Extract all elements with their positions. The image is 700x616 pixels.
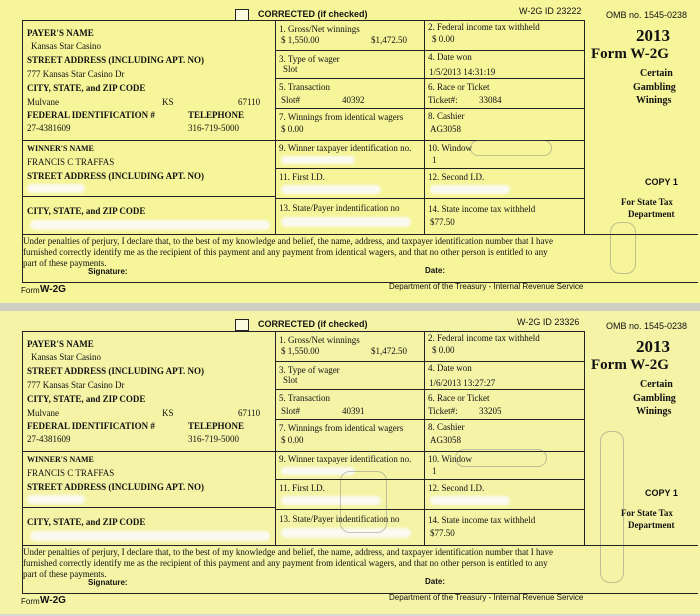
box10-label: 10. Window bbox=[428, 454, 472, 464]
certain-line-1: Certain bbox=[640, 379, 673, 390]
winner-city-label: CITY, STATE, and ZIP CODE bbox=[27, 206, 146, 216]
handwritten-mark bbox=[470, 140, 552, 156]
footer-form: Form bbox=[21, 286, 40, 295]
box2-value: $ 0.00 bbox=[432, 34, 455, 44]
payer-street: 777 Kansas Star Casino Dr bbox=[27, 380, 125, 390]
payer-name-label: PAYER'S NAME bbox=[27, 339, 94, 349]
box9-label: 9. Winner taxpayer identification no. bbox=[279, 454, 412, 464]
winner-street-label: STREET ADDRESS (INCLUDING APT. NO) bbox=[27, 171, 204, 181]
box6-value: 33205 bbox=[479, 406, 502, 416]
perjury-line-1: Under penalties of perjury, I declare that, to the best of my knowledge and belief, the name, address, and taxpayer identification number that I have bbox=[23, 236, 553, 246]
box1-net: $1,472.50 bbox=[371, 346, 407, 356]
certain-line-3: Winings bbox=[636, 406, 672, 417]
box3-value: Slot bbox=[283, 64, 298, 74]
w2g-form-2 bbox=[0, 311, 700, 614]
copy-1: COPY 1 bbox=[645, 488, 678, 498]
fedid-label: FEDERAL IDENTIFICATION # bbox=[27, 421, 155, 431]
redacted-second-id bbox=[430, 185, 510, 194]
redacted-first-id bbox=[281, 185, 381, 194]
payer-city-label: CITY, STATE, and ZIP CODE bbox=[27, 394, 146, 404]
box12-label: 12. Second I.D. bbox=[428, 172, 485, 182]
box6-label: 6. Race or Ticket bbox=[428, 82, 490, 92]
year: 2013 bbox=[636, 26, 670, 45]
certain-line-2: Gambling bbox=[633, 82, 676, 93]
box1-label: 1. Gross/Net winnings bbox=[279, 335, 360, 345]
box4-label: 4. Date won bbox=[428, 52, 472, 62]
box5-label: 5. Transaction bbox=[279, 393, 331, 403]
perjury-line-3: part of these payments. bbox=[23, 258, 107, 268]
box1-label: 1. Gross/Net winnings bbox=[279, 24, 360, 34]
payer-name: Kansas Star Casino bbox=[31, 352, 101, 362]
box10-value: 1 bbox=[432, 466, 437, 476]
payer-zip: 67110 bbox=[238, 408, 261, 418]
corrected-label: CORRECTED (if checked) bbox=[258, 9, 368, 19]
box3-value: Slot bbox=[283, 375, 298, 385]
perjury-line-2: furnished correctly identify me as the recipient of this payment and any payment from identical wagers, and that no other person is entitled to any bbox=[23, 558, 548, 568]
box8-value: AG3058 bbox=[430, 435, 461, 445]
box7-label: 7. Winnings from identical wagers bbox=[279, 112, 404, 122]
treasury-label: Department of the Treasury - Internal Revenue Service bbox=[389, 593, 584, 602]
date-label: Date: bbox=[425, 266, 446, 275]
w2g-id: W-2G ID 23326 bbox=[517, 317, 580, 327]
box14-label: 14. State income tax withheld bbox=[428, 515, 536, 525]
box7-label: 7. Winnings from identical wagers bbox=[279, 423, 404, 433]
fedid-value: 27-4381609 bbox=[27, 434, 71, 444]
box13-label: 13. State/Payer indentification no bbox=[279, 514, 400, 524]
box9-label: 9. Winner taxpayer identification no. bbox=[279, 143, 412, 153]
perjury-line-1: Under penalties of perjury, I declare that, to the best of my knowledge and belief, the name, address, and taxpayer identification number that I have bbox=[23, 547, 553, 557]
box7-value: $ 0.00 bbox=[281, 124, 304, 134]
perjury-line-2: furnished correctly identify me as the recipient of this payment and any payment from identical wagers, and that no other person is entitled to any bbox=[23, 247, 548, 257]
box2-label: 2. Federal income tax withheld bbox=[428, 22, 540, 32]
winner-city-label: CITY, STATE, and ZIP CODE bbox=[27, 517, 146, 527]
payer-city: Mulvane bbox=[27, 408, 59, 418]
box8-label: 8. Cashier bbox=[428, 422, 465, 432]
signature-label: Signature: bbox=[88, 267, 128, 276]
redacted-second-id bbox=[430, 496, 510, 505]
page-divider bbox=[0, 303, 700, 311]
box3-label: 3. Type of wager bbox=[279, 54, 340, 64]
winner-name-label: WINNER'S NAME bbox=[27, 455, 94, 464]
payer-city-label: CITY, STATE, and ZIP CODE bbox=[27, 83, 146, 93]
box12-label: 12. Second I.D. bbox=[428, 483, 485, 493]
box5-prefix: Slot# bbox=[281, 95, 301, 105]
state-dept-line-1: For State Tax bbox=[621, 508, 673, 518]
box14-value: $77.50 bbox=[430, 217, 455, 227]
fedid-value: 27-4381609 bbox=[27, 123, 71, 133]
footer-form: Form bbox=[21, 597, 40, 606]
corrected-checkbox[interactable] bbox=[235, 319, 249, 331]
redacted-winner-city bbox=[30, 220, 270, 230]
telephone-label: TELEPHONE bbox=[188, 421, 245, 431]
box6-value: 33084 bbox=[479, 95, 502, 105]
omb-number: OMB no. 1545-0238 bbox=[606, 10, 688, 20]
box2-label: 2. Federal income tax withheld bbox=[428, 333, 540, 343]
w2g-id: W-2G ID 23222 bbox=[519, 6, 582, 16]
box5-prefix: Slot# bbox=[281, 406, 301, 416]
box13-label: 13. State/Payer indentification no bbox=[279, 203, 400, 213]
payer-zip: 67110 bbox=[238, 97, 261, 107]
telephone-value: 316-719-5000 bbox=[188, 123, 239, 133]
omb-number: OMB no. 1545-0238 bbox=[606, 321, 688, 331]
state-dept-line-2: Department bbox=[628, 209, 675, 219]
redacted-winner-street bbox=[27, 184, 85, 193]
box2-value: $ 0.00 bbox=[432, 345, 455, 355]
box11-label: 11. First I.D. bbox=[279, 483, 325, 493]
box4-value: 1/6/2013 13:27:27 bbox=[429, 378, 496, 388]
redacted-winner-city bbox=[30, 531, 270, 541]
box5-label: 5. Transaction bbox=[279, 82, 331, 92]
box5-value: 40391 bbox=[342, 406, 365, 416]
corrected-label: CORRECTED (if checked) bbox=[258, 319, 368, 329]
box3-label: 3. Type of wager bbox=[279, 365, 340, 375]
box1-net: $1,472.50 bbox=[371, 35, 407, 45]
treasury-label: Department of the Treasury - Internal Revenue Service bbox=[389, 282, 584, 291]
winner-street-label: STREET ADDRESS (INCLUDING APT. NO) bbox=[27, 482, 204, 492]
box6-prefix: Ticket#: bbox=[428, 406, 458, 416]
handwritten-mark bbox=[340, 471, 387, 533]
payer-name: Kansas Star Casino bbox=[31, 41, 101, 51]
winner-name-label: WINNER'S NAME bbox=[27, 144, 94, 153]
payer-street-label: STREET ADDRESS (INCLUDING APT. NO) bbox=[27, 366, 204, 376]
box1-gross: $ 1,550.00 bbox=[281, 346, 320, 356]
w2g-form-1 bbox=[0, 0, 700, 303]
box11-label: 11. First I.D. bbox=[279, 172, 325, 182]
handwritten-mark bbox=[600, 431, 624, 583]
footer-w2g: W-2G bbox=[40, 284, 66, 295]
redacted-tin bbox=[281, 156, 355, 164]
payer-street: 777 Kansas Star Casino Dr bbox=[27, 69, 125, 79]
date-label: Date: bbox=[425, 577, 446, 586]
footer-w2g: W-2G bbox=[40, 595, 66, 606]
box4-value: 1/5/2013 14:31:19 bbox=[429, 67, 496, 77]
payer-state: KS bbox=[162, 408, 174, 418]
signature-label: Signature: bbox=[88, 578, 128, 587]
winner-name: FRANCIS C TRAFFAS bbox=[27, 468, 115, 478]
payer-city: Mulvane bbox=[27, 97, 59, 107]
handwritten-mark bbox=[455, 449, 547, 467]
form-title: Form W-2G bbox=[591, 357, 669, 373]
payer-state: KS bbox=[162, 97, 174, 107]
box6-label: 6. Race or Ticket bbox=[428, 393, 490, 403]
payer-street-label: STREET ADDRESS (INCLUDING APT. NO) bbox=[27, 55, 204, 65]
state-dept-line-2: Department bbox=[628, 520, 675, 530]
box14-label: 14. State income tax withheld bbox=[428, 204, 536, 214]
telephone-label: TELEPHONE bbox=[188, 110, 245, 120]
form-title: Form W-2G bbox=[591, 46, 669, 62]
handwritten-mark bbox=[610, 222, 636, 274]
box10-value: 1 bbox=[432, 155, 437, 165]
fedid-label: FEDERAL IDENTIFICATION # bbox=[27, 110, 155, 120]
box14-value: $77.50 bbox=[430, 528, 455, 538]
box8-value: AG3058 bbox=[430, 124, 461, 134]
box4-label: 4. Date won bbox=[428, 363, 472, 373]
certain-line-2: Gambling bbox=[633, 393, 676, 404]
payer-name-label: PAYER'S NAME bbox=[27, 28, 94, 38]
box6-prefix: Ticket#: bbox=[428, 95, 458, 105]
box1-gross: $ 1,550.00 bbox=[281, 35, 320, 45]
telephone-value: 316-719-5000 bbox=[188, 434, 239, 444]
redacted-state-payer-id bbox=[281, 217, 411, 227]
perjury-line-3: part of these payments. bbox=[23, 569, 107, 579]
year: 2013 bbox=[636, 337, 670, 356]
certain-line-3: Winings bbox=[636, 95, 672, 106]
box10-label: 10. Window bbox=[428, 143, 472, 153]
box5-value: 40392 bbox=[342, 95, 365, 105]
box7-value: $ 0.00 bbox=[281, 435, 304, 445]
box8-label: 8. Cashier bbox=[428, 111, 465, 121]
state-dept-line-1: For State Tax bbox=[621, 197, 673, 207]
certain-line-1: Certain bbox=[640, 68, 673, 79]
copy-1: COPY 1 bbox=[645, 177, 678, 187]
winner-name: FRANCIS C TRAFFAS bbox=[27, 157, 115, 167]
redacted-winner-street bbox=[27, 495, 85, 504]
